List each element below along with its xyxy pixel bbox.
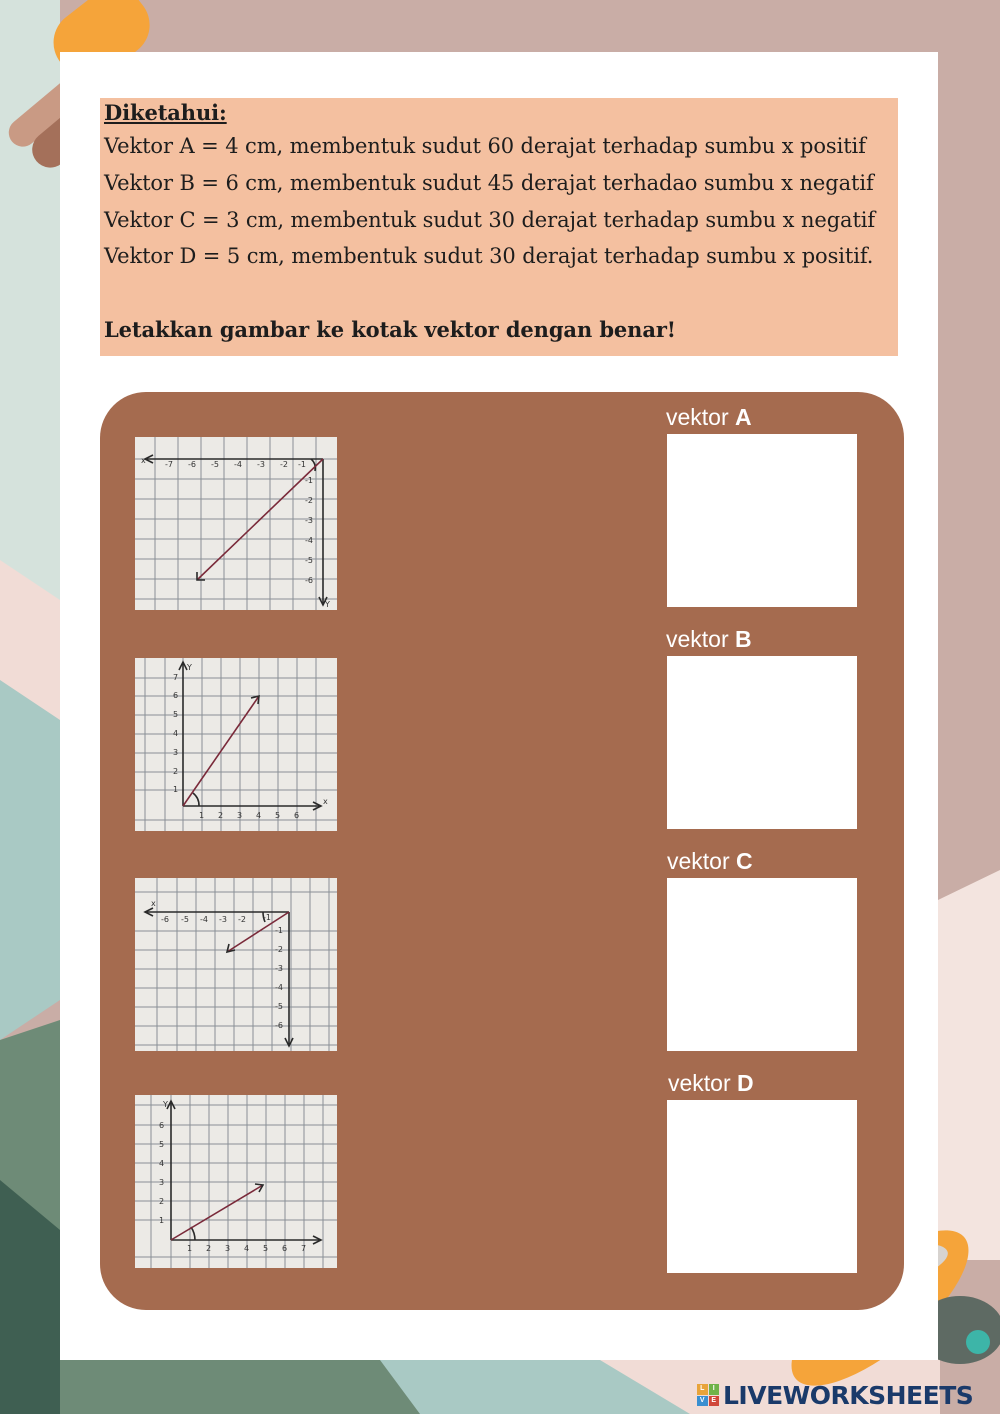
x-tick-label: 3	[225, 1244, 231, 1253]
vector-graph-1	[135, 437, 337, 610]
x-tick-label: -7	[165, 460, 173, 469]
info-title: Diketahui:	[104, 100, 227, 125]
y-tick-label: 5	[159, 1140, 165, 1149]
y-tick-label: 3	[173, 748, 179, 757]
y-tick-label: -1	[275, 926, 283, 935]
y-tick-label: -2	[275, 945, 283, 954]
instruction-text: Letakkan gambar ke kotak vektor dengan benar!	[104, 317, 676, 342]
x-tick-label: -1	[298, 460, 306, 469]
y-tick-label: 1	[173, 785, 179, 794]
x-tick-label: 1	[199, 811, 205, 820]
y-axis-label: Y	[325, 600, 330, 609]
drop-box-vector-a[interactable]	[667, 434, 857, 607]
x-axis-label: x	[141, 456, 146, 465]
y-tick-label: -1	[305, 476, 313, 485]
x-tick-label: 2	[218, 811, 224, 820]
y-tick-label: 6	[173, 691, 179, 700]
x-tick-label: -5	[211, 460, 219, 469]
y-tick-label: -3	[275, 964, 283, 973]
y-tick-label: -5	[275, 1002, 283, 1011]
y-axis-label: Y	[163, 1100, 168, 1109]
y-tick-label: 1	[159, 1216, 165, 1225]
vector-a-label: vektor A	[666, 404, 752, 430]
x-tick-label: 1	[187, 1244, 193, 1253]
x-tick-label: -1	[263, 913, 271, 922]
drop-box-vector-d[interactable]	[667, 1100, 857, 1273]
info-line-vector-c: Vektor C = 3 cm, membentuk sudut 30 derajat terhadap sumbu x negatif	[104, 208, 876, 232]
liveworksheets-logo-icon: L I V E	[697, 1384, 719, 1406]
y-tick-label: 2	[159, 1197, 165, 1206]
matching-panel	[100, 392, 904, 1310]
x-axis-label: x	[151, 899, 156, 908]
y-tick-label: 2	[173, 767, 179, 776]
y-tick-label: -5	[305, 556, 313, 565]
y-axis-label: Y	[187, 663, 192, 672]
y-tick-label: 6	[159, 1121, 165, 1130]
draggable-graph-card-3[interactable]	[135, 878, 337, 1051]
vector-b-label: vektor B	[666, 626, 752, 652]
x-tick-label: 6	[294, 811, 300, 820]
draggable-graph-card-4[interactable]	[135, 1095, 337, 1268]
x-tick-label: -2	[238, 915, 246, 924]
given-info-box	[100, 98, 898, 356]
x-tick-label: -2	[280, 460, 288, 469]
x-tick-label: 5	[275, 811, 281, 820]
drop-box-vector-c[interactable]	[667, 878, 857, 1051]
y-tick-label: 3	[159, 1178, 165, 1187]
y-tick-label: 5	[173, 710, 179, 719]
y-tick-label: -2	[305, 496, 313, 505]
liveworksheets-brand[interactable]	[697, 1380, 973, 1410]
y-tick-label: -6	[305, 576, 313, 585]
x-tick-label: 2	[206, 1244, 212, 1253]
x-tick-label: -3	[219, 915, 227, 924]
y-tick-label: 4	[173, 729, 179, 738]
x-tick-label: 4	[244, 1244, 250, 1253]
y-tick-label: -4	[275, 983, 283, 992]
drop-box-vector-b[interactable]	[667, 656, 857, 829]
y-tick-label: -4	[305, 536, 313, 545]
x-tick-label: -4	[234, 460, 242, 469]
x-tick-label: -3	[257, 460, 265, 469]
x-tick-label: 5	[263, 1244, 269, 1253]
vector-d-label: vektor D	[668, 1070, 754, 1096]
vector-c-label: vektor C	[667, 848, 753, 874]
draggable-graph-card-1[interactable]	[135, 437, 337, 610]
y-tick-label: -6	[275, 1021, 283, 1030]
vector-graph-3	[135, 878, 337, 1051]
vector-graph-2	[135, 658, 337, 831]
x-tick-label: 4	[256, 811, 262, 820]
x-tick-label: -6	[161, 915, 169, 924]
vector-graph-4	[135, 1095, 337, 1268]
x-tick-label: 7	[301, 1244, 307, 1253]
y-tick-label: 4	[159, 1159, 165, 1168]
draggable-graph-card-2[interactable]	[135, 658, 337, 831]
y-tick-label: 7	[173, 673, 179, 682]
x-tick-label: 6	[282, 1244, 288, 1253]
info-line-vector-b: Vektor B = 6 cm, membentuk sudut 45 derajat terhadao sumbu x negatif	[104, 171, 874, 195]
x-tick-label: -4	[200, 915, 208, 924]
x-tick-label: -6	[188, 460, 196, 469]
info-line-vector-a: Vektor A = 4 cm, membentuk sudut 60 derajat terhadap sumbu x positif	[104, 134, 866, 158]
x-tick-label: -5	[181, 915, 189, 924]
x-tick-label: 3	[237, 811, 243, 820]
y-tick-label: -3	[305, 516, 313, 525]
brand-name: LIVEWORKSHEETS	[723, 1380, 974, 1410]
x-axis-label: x	[323, 797, 328, 806]
info-line-vector-d: Vektor D = 5 cm, membentuk sudut 30 derajat terhadap sumbu x positif.	[104, 244, 874, 268]
